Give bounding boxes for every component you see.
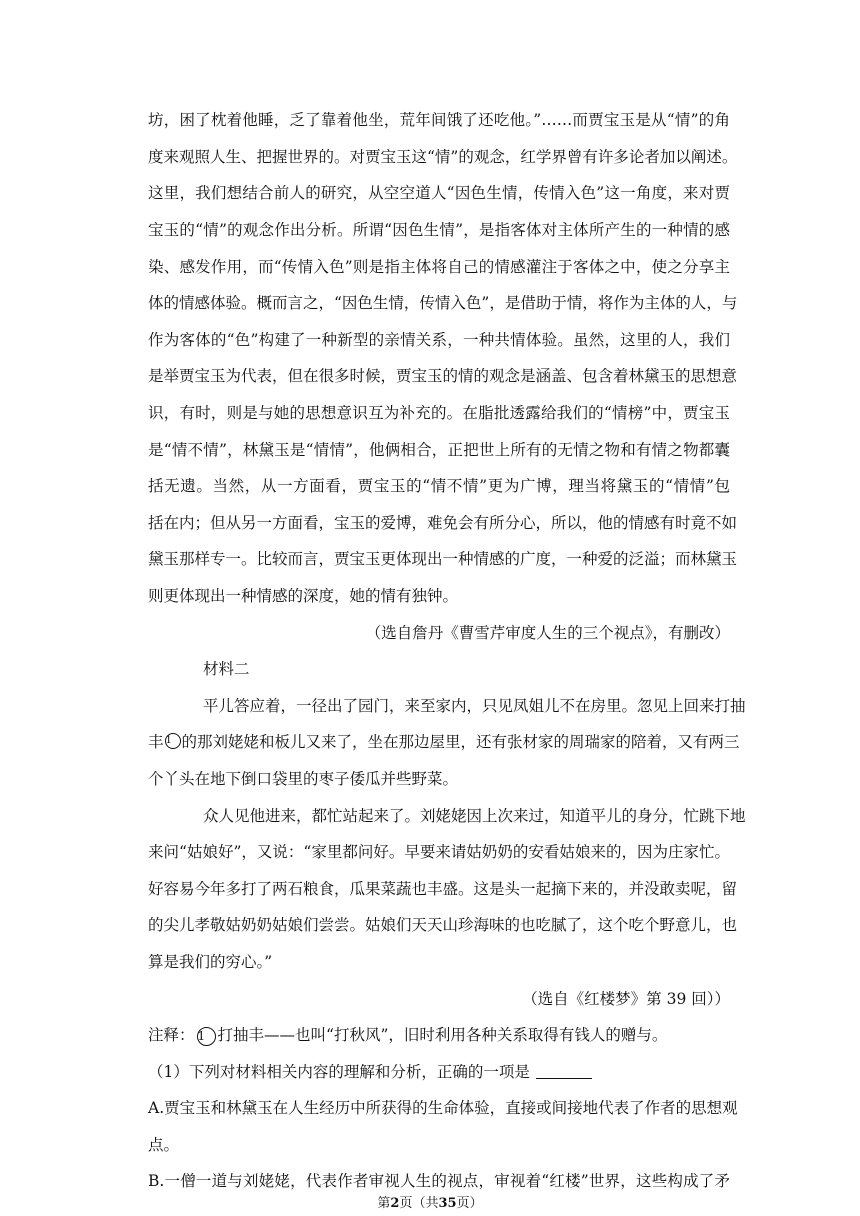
question-text: （1）下列对材料相关内容的理解和分析，正确的一项是 — [148, 1063, 530, 1081]
footnote — [148, 1025, 730, 1046]
body-line: 则更体现出一种情感的深度，她的情有独钟。 — [148, 587, 459, 605]
option-a-line: 点。 — [148, 1136, 180, 1154]
option-a-line: A.贾宝玉和林黛玉在人生经历中所获得的生命体验，直接或间接地代表了作者的思想观 — [148, 1099, 738, 1117]
body-line: 体的情感体验。概而言之，“因色生情，传情入色”，是借助于情，将作为主体的人，与 — [148, 294, 738, 312]
footnote-text: 打抽丰——也叫“打秋风”，旧时利用各种关系取得有钱人的赠与。 — [217, 1026, 668, 1044]
body-line: 好容易今年多打了两石粮食，瓜果菜蔬也丰盛。这是头一起摘下来的，并没敢卖呢，留 — [148, 880, 738, 898]
question-stem — [148, 1062, 730, 1082]
body-line: 作为客体的“色”构建了一种新型的亲情关系，一种共情体验。虽然，这里的人，我们 — [148, 331, 730, 349]
body-text: 丰 — [148, 733, 164, 751]
option-b-line: B.一僧一道与刘姥姥，代表作者审视人生的视点，审视着“红楼”世界，这些构成了矛 — [148, 1172, 730, 1190]
body-line: 括无遗。当然，从一方面看，贾宝玉的“情不情”更为广博，理当将黛玉的“情情”包 — [148, 477, 730, 495]
body-line: 是“情不情”，林黛玉是“情情”，他俩相合，正把世上所有的无情之物和有情之物都囊 — [148, 441, 730, 459]
page-footer — [0, 1196, 860, 1212]
footer-page-number: 2 — [390, 1196, 400, 1211]
footer-middle: 页（共 — [399, 1196, 439, 1211]
body-line: 坊，困了枕着他睡，乏了靠着他坐，荒年间饿了还吃他。”……而贾宝玉是从“情”的角 — [148, 111, 730, 129]
footnote-marker: 1 — [197, 1027, 216, 1046]
body-line: 平儿答应着，一径出了园门，来至家内，只见凤姐儿不在房里。忽见上回来打抽 — [203, 697, 746, 715]
footer-total-pages: 35 — [438, 1196, 457, 1211]
body-line: 这里，我们想结合前人的研究，从空空道人“因色生情，传情入色”这一角度，来对贾 — [148, 184, 730, 202]
footnote-marker: 1 — [165, 733, 181, 749]
body-line — [148, 732, 740, 752]
answer-blank — [536, 1064, 592, 1079]
source-citation: （选自詹丹《曹雪芹审度人生的三个视点》，有删改） — [365, 624, 730, 642]
footnote-prefix: 注释： — [148, 1026, 195, 1044]
body-line: 染、感发作用，而“传情入色”则是指主体将自己的情感灌注于客体之中，使之分享主 — [148, 258, 730, 276]
body-line: 黛玉那样专一。比较而言，贾宝玉更体现出一种情感的广度，一种爱的泛溢；而林黛玉 — [148, 550, 738, 568]
body-line: 算是我们的穷心。” — [148, 953, 273, 971]
source-citation: （选自《红楼梦》第 39 回）） — [522, 990, 730, 1008]
footer-suffix: 页） — [456, 1196, 483, 1211]
body-line: 来问“姑娘好”，又说：“家里都问好。早要来请姑奶奶的安看姑娘来的，因为庄家忙。 — [148, 843, 730, 861]
body-line: 括在内；但从另一方面看，宝玉的爱博，难免会有所分心，所以，他的情感有时竟不如 — [148, 514, 738, 532]
body-text: 的那刘姥姥和板儿又来了，坐在那边屋里，还有张材家的周瑞家的陪着，又有两三 — [181, 733, 740, 751]
section-label: 材料二 — [203, 660, 250, 678]
body-line: 个丫头在地下倒口袋里的枣子倭瓜并些野菜。 — [148, 770, 459, 788]
body-line: 是举贾宝玉为代表，但在很多时候，贾宝玉的情的观念是涵盖、包含着林黛玉的思想意 — [148, 367, 738, 385]
body-line: 的尖儿孝敬姑奶奶姑娘们尝尝。姑娘们天天山珍海味的也吃腻了，这个吃个野意儿，也 — [148, 916, 738, 934]
body-line: 度来观照人生、把握世界的。对贾宝玉这“情”的观念，红学界曾有许多论者加以阐述。 — [148, 148, 738, 166]
footer-prefix: 第 — [377, 1196, 391, 1211]
body-line: 宝玉的“情”的观念作出分析。所谓“因色生情”，是指客体对主体所产生的一种情的感 — [148, 221, 730, 239]
body-line: 识，有时，则是与她的思想意识互为补充的。在脂批透露给我们的“情榜”中，贾宝玉 — [148, 404, 730, 422]
body-line: 众人见他进来，都忙站起来了。刘姥姥因上次来过，知道平儿的身分，忙跳下地 — [203, 807, 746, 825]
